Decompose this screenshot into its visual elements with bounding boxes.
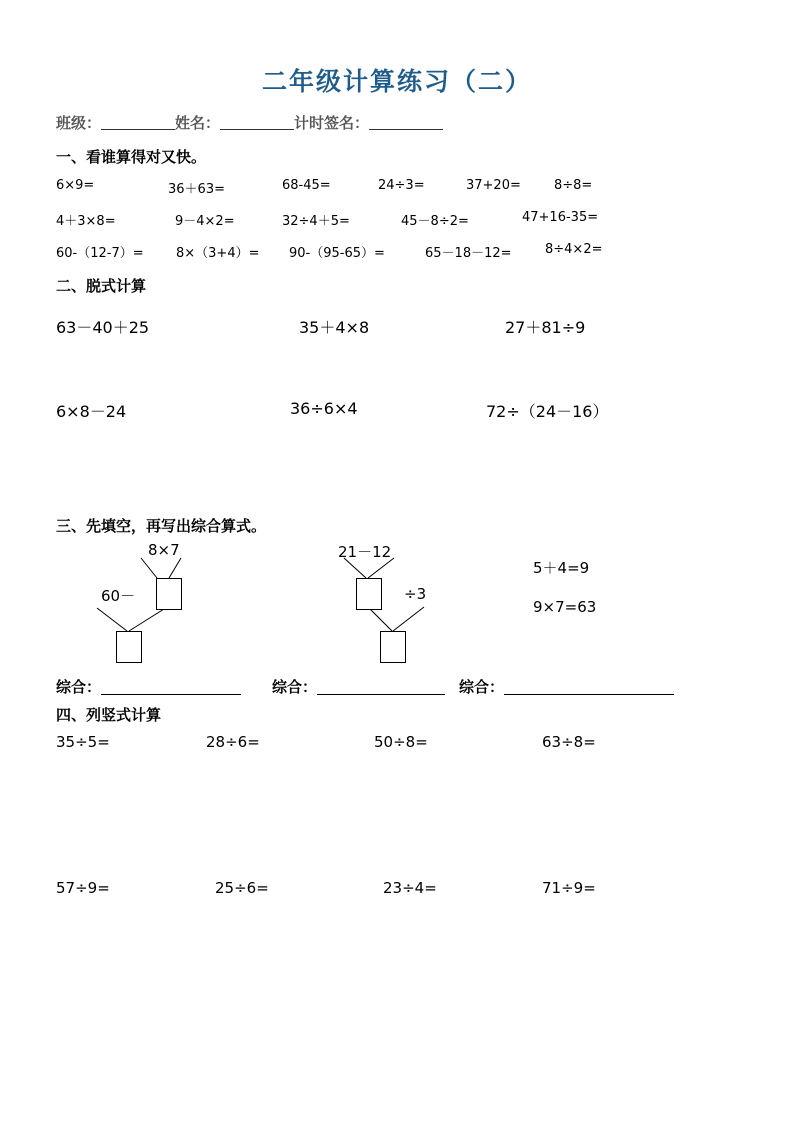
expression: 36÷6×4 [290, 399, 358, 418]
problem: 45－8÷2= [401, 214, 469, 229]
problem: 36＋63= [168, 182, 225, 197]
combined-answer-2 [272, 676, 445, 697]
equation: 5＋4=9 [533, 559, 590, 577]
problem: 8÷8= [554, 178, 593, 193]
sign-label: 计时签名： [294, 114, 370, 132]
division-problem: 28÷6= [206, 733, 260, 751]
problem: 24÷3= [378, 178, 425, 193]
tree2-top-label: 21－12 [338, 543, 392, 561]
page-title: 二年级计算练习（二） [261, 67, 532, 96]
tree1-answer-box-upper[interactable] [156, 578, 182, 610]
tree1-side-label: 60－ [101, 587, 136, 605]
division-problem: 25÷6= [215, 879, 269, 897]
tree1-answer-box-lower[interactable] [116, 631, 142, 663]
combined-answer-blank[interactable] [101, 678, 241, 695]
name-label: 姓名： [175, 114, 221, 132]
expression: 35＋4×8 [299, 318, 370, 337]
combined-label: 综合： [459, 678, 505, 696]
equation: 9×7=63 [533, 598, 597, 616]
expression: 72÷（24－16） [486, 402, 609, 421]
section1-heading: 一、看谁算得对又快。 [56, 148, 207, 166]
division-problem: 35÷5= [56, 733, 110, 751]
division-problem: 23÷4= [383, 879, 437, 897]
section2-heading: 二、脱式计算 [56, 277, 147, 295]
problem: 8÷4×2= [545, 242, 603, 257]
combined-label: 综合： [272, 678, 318, 696]
problem: 47+16-35= [522, 210, 599, 225]
tree1-top-label: 8×7 [148, 541, 180, 559]
combined-answer-3 [459, 676, 674, 697]
problem: 60-（12-7）= [56, 246, 144, 261]
problem: 4＋3×8= [56, 214, 116, 229]
expression: 6×8－24 [56, 402, 127, 421]
tree2-side-label: ÷3 [404, 585, 427, 603]
expression: 27＋81÷9 [505, 318, 586, 337]
combined-answer-blank[interactable] [504, 678, 674, 695]
combined-answer-blank[interactable] [317, 678, 445, 695]
combined-label: 综合： [56, 678, 102, 696]
problem: 32÷4＋5= [282, 214, 350, 229]
combined-answer-1 [56, 676, 241, 697]
division-problem: 71÷9= [542, 879, 596, 897]
tree2-answer-box-lower[interactable] [380, 631, 406, 663]
section4-heading: 四、列竖式计算 [56, 706, 162, 724]
problem: 90-（95-65）= [289, 246, 385, 261]
division-problem: 50÷8= [374, 733, 428, 751]
expression: 63－40＋25 [56, 318, 150, 337]
section3-heading: 三、先填空，再写出综合算式。 [56, 517, 267, 535]
problem: 8×（3+4）= [176, 246, 260, 261]
problem: 6×9= [56, 178, 95, 193]
problem: 65－18－12= [425, 246, 512, 261]
problem: 68-45= [282, 178, 331, 193]
division-problem: 63÷8= [542, 733, 596, 751]
class-label: 班级： [56, 114, 102, 132]
problem: 37+20= [466, 178, 521, 193]
division-problem: 57÷9= [56, 879, 110, 897]
tree2-answer-box-upper[interactable] [356, 578, 382, 610]
problem: 9－4×2= [175, 214, 235, 229]
